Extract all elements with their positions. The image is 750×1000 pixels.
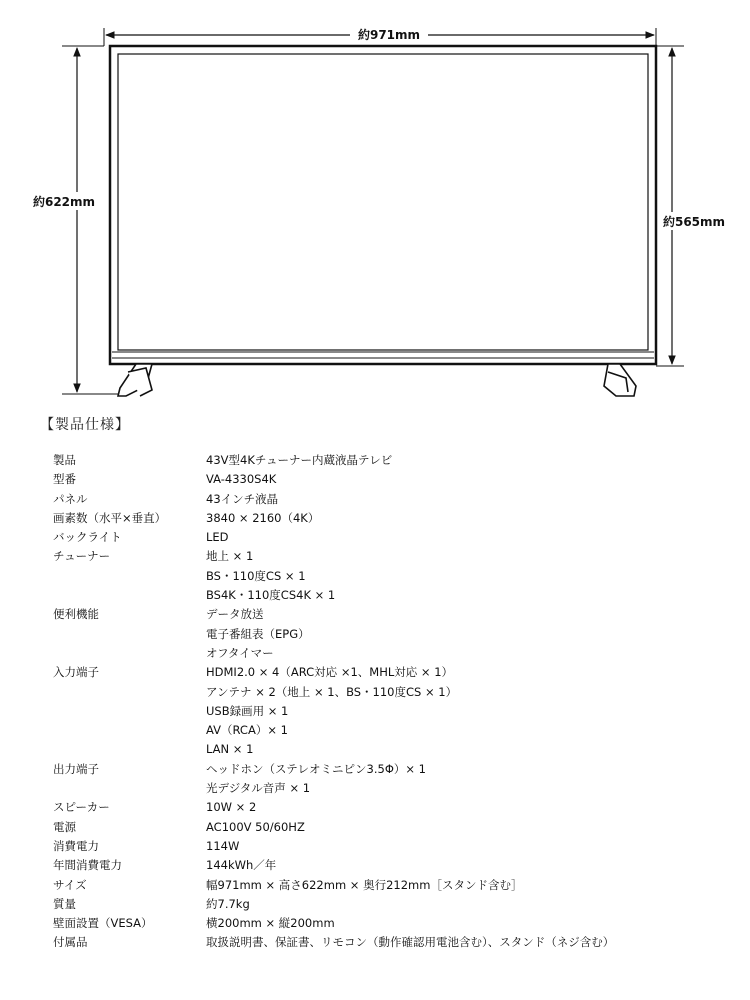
spec-value: 144kWh／年 — [206, 858, 277, 873]
width-label: 約971mm — [357, 28, 421, 42]
spec-row — [50, 837, 708, 856]
spec-value: 取扱説明書、保証書、リモコン（動作確認用電池含む）、スタンド（ネジ含む） — [206, 935, 615, 950]
spec-label: スピーカー — [53, 800, 110, 815]
spec-value: 43インチ液晶 — [206, 491, 279, 506]
spec-label: 便利機能 — [53, 607, 99, 622]
spec-subrow — [50, 683, 708, 702]
height-label: 約622mm — [32, 195, 96, 209]
spec-row — [50, 760, 708, 779]
spec-label — [50, 586, 203, 605]
spec-table — [50, 451, 708, 953]
spec-value: 114W — [206, 838, 240, 853]
spec-value: データ放送 — [206, 607, 264, 622]
left-stand — [118, 364, 152, 396]
spec-value: 3840 × 2160（4K） — [206, 510, 320, 525]
tv-dimension-diagram — [0, 0, 750, 410]
tv-bezel — [110, 46, 656, 364]
spec-label: 画素数（水平×垂直） — [53, 510, 167, 525]
spec-label: 質量 — [53, 896, 76, 911]
spec-row — [50, 528, 708, 547]
spec-row — [50, 914, 708, 933]
spec-label — [50, 740, 203, 759]
spec-label — [50, 683, 203, 702]
spec-label — [50, 779, 203, 798]
spec-label: サイズ — [53, 877, 87, 892]
spec-value: 10W × 2 — [206, 800, 257, 815]
spec-row — [50, 451, 708, 470]
spec-label — [50, 721, 203, 740]
spec-value: LAN × 1 — [206, 742, 254, 757]
spec-subrow — [50, 644, 708, 663]
spec-label: 消費電力 — [53, 838, 99, 853]
spec-subrow — [50, 721, 708, 740]
spec-label — [50, 644, 203, 663]
spec-value: 横200mm × 縦200mm — [206, 916, 335, 931]
spec-value: オフタイマー — [206, 645, 274, 660]
screen-height-label: 約565mm — [662, 215, 726, 229]
spec-label: 入力端子 — [53, 665, 99, 680]
spec-label: 出力端子 — [53, 761, 99, 776]
spec-value: 地上 × 1 — [206, 549, 254, 564]
spec-subrow — [50, 779, 708, 798]
spec-row — [50, 895, 708, 914]
spec-row — [50, 490, 708, 509]
spec-label: パネル — [53, 491, 88, 506]
spec-label: バックライト — [53, 530, 122, 545]
section-title: 【製品仕様】 — [40, 417, 130, 433]
extension-lines — [62, 28, 684, 394]
right-stand — [604, 364, 636, 396]
spec-label — [50, 567, 203, 586]
spec-value: LED — [206, 530, 229, 545]
spec-value: 43V型4Kチューナー内蔵液晶テレビ — [206, 453, 393, 467]
spec-label: 付属品 — [53, 935, 88, 950]
spec-value: AV（RCA）× 1 — [206, 723, 288, 738]
spec-label: 年間消費電力 — [53, 858, 122, 873]
spec-value: HDMI2.0 × 4（ARC対応 ×1、MHL対応 × 1） — [206, 665, 454, 680]
spec-label: チューナー — [53, 549, 111, 564]
spec-value: 電子番組表（EPG） — [206, 626, 310, 641]
spec-row — [50, 798, 708, 817]
tv-outline — [110, 46, 656, 364]
tv-screen — [118, 54, 648, 350]
spec-label: 電源 — [53, 819, 76, 834]
spec-row — [50, 470, 708, 489]
spec-label: 製品 — [53, 453, 76, 467]
spec-value: アンテナ × 2（地上 × 1、BS・110度CS × 1） — [206, 684, 458, 699]
spec-row — [50, 509, 708, 528]
spec-value: USB録画用 × 1 — [206, 703, 289, 718]
spec-label — [50, 702, 203, 721]
spec-subrow — [50, 567, 708, 586]
spec-value: VA-4330S4K — [206, 472, 277, 487]
spec-row — [50, 663, 708, 682]
spec-subrow — [50, 625, 708, 644]
spec-row — [50, 876, 708, 895]
spec-value: 光デジタル音声 × 1 — [206, 781, 311, 796]
spec-label: 型番 — [53, 472, 76, 487]
spec-value: 幅971mm × 高さ622mm × 奥行212mm［スタンド含む］ — [206, 877, 523, 892]
spec-value: BS・110度CS × 1 — [206, 568, 306, 583]
spec-value: AC100V 50/60HZ — [206, 819, 305, 834]
spec-row — [50, 547, 708, 566]
spec-value: BS4K・110度CS4K × 1 — [206, 588, 336, 603]
spec-label: 壁面設置（VESA） — [53, 916, 153, 931]
spec-value: ヘッドホン（ステレオミニピン3.5Φ）× 1 — [206, 761, 426, 776]
spec-row — [50, 605, 708, 624]
spec-row — [50, 933, 708, 952]
spec-subrow — [50, 740, 708, 759]
spec-subrow — [50, 702, 708, 721]
spec-row — [50, 856, 708, 875]
spec-subrow — [50, 586, 708, 605]
spec-value: 約7.7kg — [206, 896, 250, 911]
spec-label — [50, 625, 203, 644]
spec-row — [50, 818, 708, 837]
